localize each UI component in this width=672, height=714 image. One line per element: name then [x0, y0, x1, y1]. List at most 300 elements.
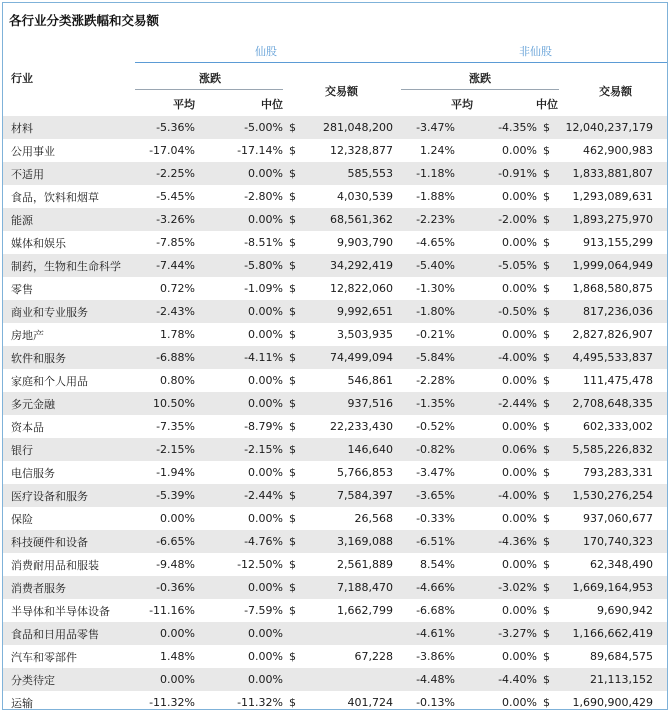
industry-name-cell: 保险 [11, 512, 33, 526]
penny-median-cell: 0.00% [248, 650, 283, 663]
penny-avg-cell: 0.00% [131, 622, 195, 645]
penny-avg-cell: -0.36% [131, 576, 195, 599]
penny-volume-cell: 7,188,470 [301, 576, 393, 599]
nonpenny-median-cell: -5.05% [455, 254, 537, 277]
penny-median-cell: -4.76% [195, 530, 283, 553]
industry-name-cell: 家庭和个人用品 [11, 374, 88, 388]
industry-name-cell: 电信服务 [11, 466, 55, 480]
nonpenny-currency-cell: $ [543, 144, 550, 157]
penny-median-cell: -5.00% [195, 116, 283, 139]
table-row [3, 231, 668, 254]
penny-median-cell: -1.09% [244, 282, 283, 295]
table-row [3, 484, 668, 507]
nonpenny-currency-cell: $ [537, 438, 555, 461]
nonpenny-currency-cell: $ [537, 392, 555, 415]
nonpenny-median-cell: 0.00% [502, 696, 537, 709]
penny-currency-cell: $ [289, 696, 296, 709]
penny-volume-cell: 12,328,877 [330, 144, 393, 157]
nonpenny-avg-cell: -2.23% [393, 208, 455, 231]
nonpenny-currency-cell: $ [537, 300, 555, 323]
nonpenny-median-cell: -4.36% [455, 530, 537, 553]
penny-volume-cell: 26,568 [354, 512, 393, 525]
nonpenny-avg-cell: -6.51% [393, 530, 455, 553]
penny-avg-cell: -5.39% [131, 484, 195, 507]
table-row [3, 415, 668, 438]
nonpenny-currency-cell: $ [543, 604, 550, 617]
table-row [3, 691, 668, 710]
row-padding [653, 576, 668, 599]
table-row [3, 392, 668, 415]
penny-currency-cell: $ [289, 236, 296, 249]
penny-avg-cell: -2.25% [131, 162, 195, 185]
nonpenny-avg-cell: -4.61% [393, 622, 455, 645]
penny-median-cell: 0.00% [195, 576, 283, 599]
penny-median-cell: -8.79% [244, 420, 283, 433]
penny-median-cell: -4.11% [195, 346, 283, 369]
row-padding [653, 162, 668, 185]
penny-volume-cell: 74,499,094 [301, 346, 393, 369]
row-padding [653, 323, 668, 346]
nonpenny-median-cell: 0.00% [502, 512, 537, 525]
row-padding [653, 185, 668, 208]
nonpenny-avg-cell: -2.28% [416, 374, 455, 387]
penny-median-cell: -5.80% [195, 254, 283, 277]
header-avg-nonpenny: 平均 [451, 98, 473, 111]
nonpenny-volume-cell: 817,236,036 [555, 300, 653, 323]
group-header-nonpenny: 非仙股 [519, 45, 552, 58]
nonpenny-volume-cell: 1,530,276,254 [555, 484, 653, 507]
row-padding [653, 392, 668, 415]
industry-name-cell: 能源 [3, 208, 131, 231]
nonpenny-currency-cell: $ [543, 650, 550, 663]
penny-avg-cell: -2.15% [131, 438, 195, 461]
penny-currency-cell: $ [283, 300, 301, 323]
nonpenny-avg-cell: -0.52% [416, 420, 455, 433]
nonpenny-avg-cell: -1.18% [393, 162, 455, 185]
penny-median-cell: 0.00% [195, 300, 283, 323]
penny-avg-cell: -9.48% [156, 558, 195, 571]
nonpenny-avg-cell: -4.66% [393, 576, 455, 599]
nonpenny-median-cell: 0.00% [502, 328, 537, 341]
penny-currency-cell [283, 622, 301, 645]
nonpenny-avg-cell: -4.65% [416, 236, 455, 249]
penny-volume-cell: 546,861 [347, 374, 393, 387]
nonpenny-median-cell: 0.00% [502, 466, 537, 479]
row-padding [653, 346, 668, 369]
nonpenny-median-cell: 0.00% [502, 144, 537, 157]
penny-volume-cell: 34,292,419 [301, 254, 393, 277]
industry-name-cell: 商业和专业服务 [3, 300, 131, 323]
industry-name-cell: 医疗设备和服务 [3, 484, 131, 507]
group-underline-penny [135, 62, 401, 63]
table-row [3, 599, 668, 622]
nonpenny-currency-cell: $ [543, 558, 550, 571]
row-padding [653, 300, 668, 323]
nonpenny-currency-cell: $ [537, 668, 555, 691]
change-underline-nonpenny [401, 89, 559, 90]
nonpenny-avg-cell: -3.47% [393, 116, 455, 139]
header-volume-nonpenny: 交易额 [599, 85, 632, 98]
row-padding [653, 507, 668, 530]
penny-currency-cell: $ [289, 420, 296, 433]
nonpenny-median-cell: -3.02% [455, 576, 537, 599]
nonpenny-avg-cell: -1.30% [416, 282, 455, 295]
row-padding [653, 622, 668, 645]
nonpenny-currency-cell: $ [543, 282, 550, 295]
penny-volume-cell: 1,662,799 [337, 604, 393, 617]
nonpenny-volume-cell: 1,868,580,875 [572, 282, 653, 295]
industry-name-cell: 不适用 [3, 162, 131, 185]
penny-currency-cell: $ [289, 512, 296, 525]
nonpenny-median-cell: -2.00% [455, 208, 537, 231]
table-row [3, 277, 668, 300]
industry-name-cell: 食品，饮料和烟草 [11, 190, 99, 204]
industry-table [3, 116, 668, 710]
penny-volume-cell: 5,766,853 [337, 466, 393, 479]
penny-avg-cell: 10.50% [131, 392, 195, 415]
nonpenny-volume-cell: 937,060,677 [583, 512, 653, 525]
penny-volume-cell: 401,724 [347, 696, 393, 709]
nonpenny-currency-cell: $ [537, 576, 555, 599]
nonpenny-currency-cell: $ [543, 374, 550, 387]
industry-name-cell: 汽车和零部件 [11, 650, 77, 664]
industry-name-cell: 科技硬件和设备 [3, 530, 131, 553]
header-median-nonpenny: 中位 [536, 98, 558, 111]
table-row [3, 668, 668, 691]
penny-currency-cell: $ [283, 530, 301, 553]
table-row [3, 139, 668, 162]
nonpenny-avg-cell: 1.24% [420, 144, 455, 157]
nonpenny-avg-cell: -5.84% [393, 346, 455, 369]
penny-currency-cell: $ [283, 208, 301, 231]
table-row [3, 507, 668, 530]
nonpenny-volume-cell: 62,348,490 [590, 558, 653, 571]
nonpenny-currency-cell: $ [537, 530, 555, 553]
penny-volume-cell: 585,553 [301, 162, 393, 185]
penny-median-cell: -11.32% [237, 696, 283, 709]
penny-avg-cell: 0.00% [131, 668, 195, 691]
penny-volume-cell: 281,048,200 [301, 116, 393, 139]
industry-name-cell: 媒体和娱乐 [11, 236, 66, 250]
nonpenny-avg-cell: -0.13% [416, 696, 455, 709]
row-padding [653, 530, 668, 553]
change-underline-penny [135, 89, 283, 90]
penny-currency-cell: $ [289, 190, 296, 203]
penny-median-cell: -17.14% [237, 144, 283, 157]
table-row [3, 553, 668, 576]
penny-volume-cell: 2,561,889 [337, 558, 393, 571]
penny-avg-cell: 1.78% [160, 328, 195, 341]
table-row [3, 346, 668, 369]
nonpenny-median-cell: -0.91% [455, 162, 537, 185]
row-padding [653, 691, 668, 710]
penny-currency-cell: $ [283, 254, 301, 277]
nonpenny-median-cell: -4.00% [455, 346, 537, 369]
nonpenny-volume-cell: 1,690,900,429 [572, 696, 653, 709]
penny-avg-cell: -5.45% [156, 190, 195, 203]
nonpenny-median-cell: -4.40% [455, 668, 537, 691]
penny-avg-cell: -7.44% [131, 254, 195, 277]
table-row [3, 185, 668, 208]
nonpenny-median-cell: 0.00% [502, 282, 537, 295]
penny-currency-cell: $ [283, 484, 301, 507]
nonpenny-avg-cell: -6.68% [416, 604, 455, 617]
nonpenny-volume-cell: 21,113,152 [555, 668, 653, 691]
nonpenny-median-cell: -2.44% [455, 392, 537, 415]
nonpenny-median-cell: 0.00% [502, 558, 537, 571]
nonpenny-median-cell: 0.00% [502, 374, 537, 387]
industry-name-cell: 材料 [3, 116, 131, 139]
industry-name-cell: 公用事业 [11, 144, 55, 158]
row-padding [653, 116, 668, 139]
penny-median-cell: -2.80% [244, 190, 283, 203]
industry-name-cell: 运输 [11, 696, 33, 710]
penny-avg-cell: -11.16% [149, 604, 195, 617]
nonpenny-median-cell: 0.00% [502, 650, 537, 663]
row-padding [653, 254, 668, 277]
nonpenny-median-cell: 0.00% [502, 604, 537, 617]
nonpenny-median-cell: 0.00% [502, 420, 537, 433]
industry-name-cell: 房地产 [11, 328, 44, 342]
nonpenny-avg-cell: -3.47% [416, 466, 455, 479]
nonpenny-volume-cell: 89,684,575 [590, 650, 653, 663]
row-padding [653, 139, 668, 162]
penny-avg-cell: -11.32% [149, 696, 195, 709]
penny-volume-cell [301, 622, 393, 645]
nonpenny-median-cell: 0.00% [502, 236, 537, 249]
penny-avg-cell: -5.36% [131, 116, 195, 139]
nonpenny-currency-cell: $ [537, 208, 555, 231]
penny-avg-cell: 0.80% [160, 374, 195, 387]
penny-currency-cell: $ [289, 604, 296, 617]
nonpenny-currency-cell: $ [543, 420, 550, 433]
table-row [3, 300, 668, 323]
penny-median-cell: -12.50% [237, 558, 283, 571]
penny-volume-cell: 67,228 [354, 650, 393, 663]
nonpenny-currency-cell: $ [543, 190, 550, 203]
nonpenny-avg-cell: -3.86% [416, 650, 455, 663]
header-industry: 行业 [11, 72, 33, 85]
nonpenny-currency-cell: $ [537, 162, 555, 185]
penny-currency-cell: $ [283, 576, 301, 599]
penny-median-cell: -7.59% [244, 604, 283, 617]
penny-currency-cell: $ [289, 144, 296, 157]
penny-currency-cell: $ [283, 116, 301, 139]
penny-currency-cell: $ [283, 438, 301, 461]
nonpenny-volume-cell: 170,740,323 [555, 530, 653, 553]
header-median-penny: 中位 [261, 98, 283, 111]
nonpenny-avg-cell: -5.40% [393, 254, 455, 277]
nonpenny-volume-cell: 913,155,299 [583, 236, 653, 249]
nonpenny-currency-cell: $ [537, 484, 555, 507]
table-row [3, 438, 668, 461]
penny-volume-cell: 3,169,088 [301, 530, 393, 553]
penny-median-cell: -2.15% [195, 438, 283, 461]
nonpenny-volume-cell: 1,293,089,631 [572, 190, 653, 203]
row-padding [653, 208, 668, 231]
header-volume-penny: 交易额 [325, 85, 358, 98]
penny-volume-cell: 4,030,539 [337, 190, 393, 203]
penny-median-cell: 0.00% [195, 622, 283, 645]
row-padding [653, 231, 668, 254]
row-padding [653, 668, 668, 691]
nonpenny-avg-cell: -0.82% [393, 438, 455, 461]
nonpenny-median-cell: -0.50% [455, 300, 537, 323]
table-frame [2, 2, 668, 710]
nonpenny-currency-cell: $ [537, 116, 555, 139]
table-row [3, 369, 668, 392]
penny-volume-cell: 22,233,430 [330, 420, 393, 433]
nonpenny-volume-cell: 12,040,237,179 [555, 116, 653, 139]
row-padding [653, 415, 668, 438]
penny-volume-cell: 146,640 [301, 438, 393, 461]
nonpenny-currency-cell: $ [537, 622, 555, 645]
row-padding [653, 277, 668, 300]
penny-median-cell: -8.51% [244, 236, 283, 249]
nonpenny-currency-cell: $ [537, 254, 555, 277]
nonpenny-median-cell: -4.00% [455, 484, 537, 507]
nonpenny-volume-cell: 462,900,983 [583, 144, 653, 157]
nonpenny-currency-cell: $ [537, 346, 555, 369]
industry-name-cell: 资本品 [11, 420, 44, 434]
row-padding [653, 645, 668, 668]
nonpenny-volume-cell: 1,669,164,953 [555, 576, 653, 599]
nonpenny-volume-cell: 4,495,533,837 [555, 346, 653, 369]
table-row [3, 530, 668, 553]
row-padding [653, 599, 668, 622]
penny-avg-cell: -1.94% [156, 466, 195, 479]
nonpenny-avg-cell: 8.54% [420, 558, 455, 571]
industry-name-cell: 多元金融 [3, 392, 131, 415]
penny-volume-cell: 68,561,362 [301, 208, 393, 231]
penny-median-cell: 0.00% [195, 668, 283, 691]
penny-median-cell: 0.00% [248, 466, 283, 479]
nonpenny-avg-cell: -1.35% [393, 392, 455, 415]
table-row [3, 254, 668, 277]
industry-name-cell: 制药，生物和生命科学 [3, 254, 131, 277]
penny-volume-cell: 7,584,397 [301, 484, 393, 507]
penny-avg-cell: -7.85% [156, 236, 195, 249]
nonpenny-volume-cell: 5,585,226,832 [555, 438, 653, 461]
table-row [3, 208, 668, 231]
penny-currency-cell: $ [289, 466, 296, 479]
nonpenny-median-cell: -3.27% [455, 622, 537, 645]
row-padding [653, 484, 668, 507]
penny-currency-cell: $ [283, 162, 301, 185]
nonpenny-volume-cell: 1,833,881,807 [555, 162, 653, 185]
nonpenny-avg-cell: -1.80% [393, 300, 455, 323]
nonpenny-currency-cell: $ [543, 236, 550, 249]
header-avg-penny: 平均 [173, 98, 195, 111]
nonpenny-avg-cell: -3.65% [393, 484, 455, 507]
penny-avg-cell: 0.72% [160, 282, 195, 295]
penny-avg-cell: -2.43% [131, 300, 195, 323]
nonpenny-avg-cell: -0.33% [416, 512, 455, 525]
penny-median-cell: 0.00% [248, 374, 283, 387]
penny-volume-cell: 3,503,935 [337, 328, 393, 341]
penny-median-cell: 0.00% [248, 328, 283, 341]
nonpenny-median-cell: -4.35% [455, 116, 537, 139]
nonpenny-median-cell: 0.00% [502, 190, 537, 203]
nonpenny-currency-cell: $ [543, 328, 550, 341]
row-padding [653, 369, 668, 392]
penny-currency-cell: $ [283, 392, 301, 415]
table-row [3, 323, 668, 346]
nonpenny-volume-cell: 602,333,002 [583, 420, 653, 433]
penny-currency-cell: $ [289, 282, 296, 295]
table-row [3, 116, 668, 139]
penny-volume-cell: 937,516 [301, 392, 393, 415]
nonpenny-median-cell: 0.06% [455, 438, 537, 461]
nonpenny-volume-cell: 1,893,275,970 [555, 208, 653, 231]
penny-median-cell: 0.00% [195, 208, 283, 231]
nonpenny-volume-cell: 793,283,331 [583, 466, 653, 479]
penny-currency-cell: $ [289, 328, 296, 341]
industry-name-cell: 软件和服务 [3, 346, 131, 369]
nonpenny-currency-cell: $ [543, 696, 550, 709]
penny-currency-cell: $ [289, 558, 296, 571]
nonpenny-avg-cell: -4.48% [393, 668, 455, 691]
penny-volume-cell: 12,822,060 [330, 282, 393, 295]
penny-currency-cell [283, 668, 301, 691]
industry-name-cell: 分类待定 [3, 668, 131, 691]
nonpenny-volume-cell: 2,827,826,907 [572, 328, 653, 341]
penny-avg-cell: -7.35% [156, 420, 195, 433]
industry-name-cell: 消费者服务 [3, 576, 131, 599]
group-underline-nonpenny [401, 62, 668, 63]
table-row [3, 162, 668, 185]
page-title: 各行业分类涨跌幅和交易额 [9, 13, 160, 28]
row-padding [653, 553, 668, 576]
table-row [3, 576, 668, 599]
industry-name-cell: 零售 [11, 282, 33, 296]
penny-avg-cell: -6.88% [131, 346, 195, 369]
penny-median-cell: 0.00% [248, 512, 283, 525]
table-row [3, 461, 668, 484]
nonpenny-volume-cell: 1,999,064,949 [555, 254, 653, 277]
industry-name-cell: 半导体和半导体设备 [11, 604, 110, 618]
header-change-penny: 涨跌 [199, 72, 221, 85]
penny-currency-cell: $ [283, 346, 301, 369]
penny-volume-cell [301, 668, 393, 691]
penny-currency-cell: $ [289, 374, 296, 387]
penny-median-cell: 0.00% [195, 162, 283, 185]
industry-name-cell: 消费耐用品和服装 [11, 558, 99, 572]
nonpenny-volume-cell: 1,166,662,419 [555, 622, 653, 645]
penny-avg-cell: -17.04% [149, 144, 195, 157]
nonpenny-avg-cell: -1.88% [416, 190, 455, 203]
industry-name-cell: 银行 [3, 438, 131, 461]
nonpenny-volume-cell: 2,708,648,335 [555, 392, 653, 415]
nonpenny-currency-cell: $ [543, 512, 550, 525]
table-row [3, 645, 668, 668]
nonpenny-volume-cell: 9,690,942 [597, 604, 653, 617]
table-row [3, 622, 668, 645]
nonpenny-avg-cell: -0.21% [416, 328, 455, 341]
penny-volume-cell: 9,903,790 [337, 236, 393, 249]
penny-avg-cell: 1.48% [160, 650, 195, 663]
group-header-penny: 仙股 [255, 45, 277, 58]
nonpenny-volume-cell: 111,475,478 [583, 374, 653, 387]
penny-avg-cell: -6.65% [131, 530, 195, 553]
row-padding [653, 461, 668, 484]
penny-median-cell: 0.00% [195, 392, 283, 415]
penny-avg-cell: 0.00% [160, 512, 195, 525]
penny-currency-cell: $ [289, 650, 296, 663]
penny-median-cell: -2.44% [195, 484, 283, 507]
penny-volume-cell: 9,992,651 [301, 300, 393, 323]
row-padding [653, 438, 668, 461]
